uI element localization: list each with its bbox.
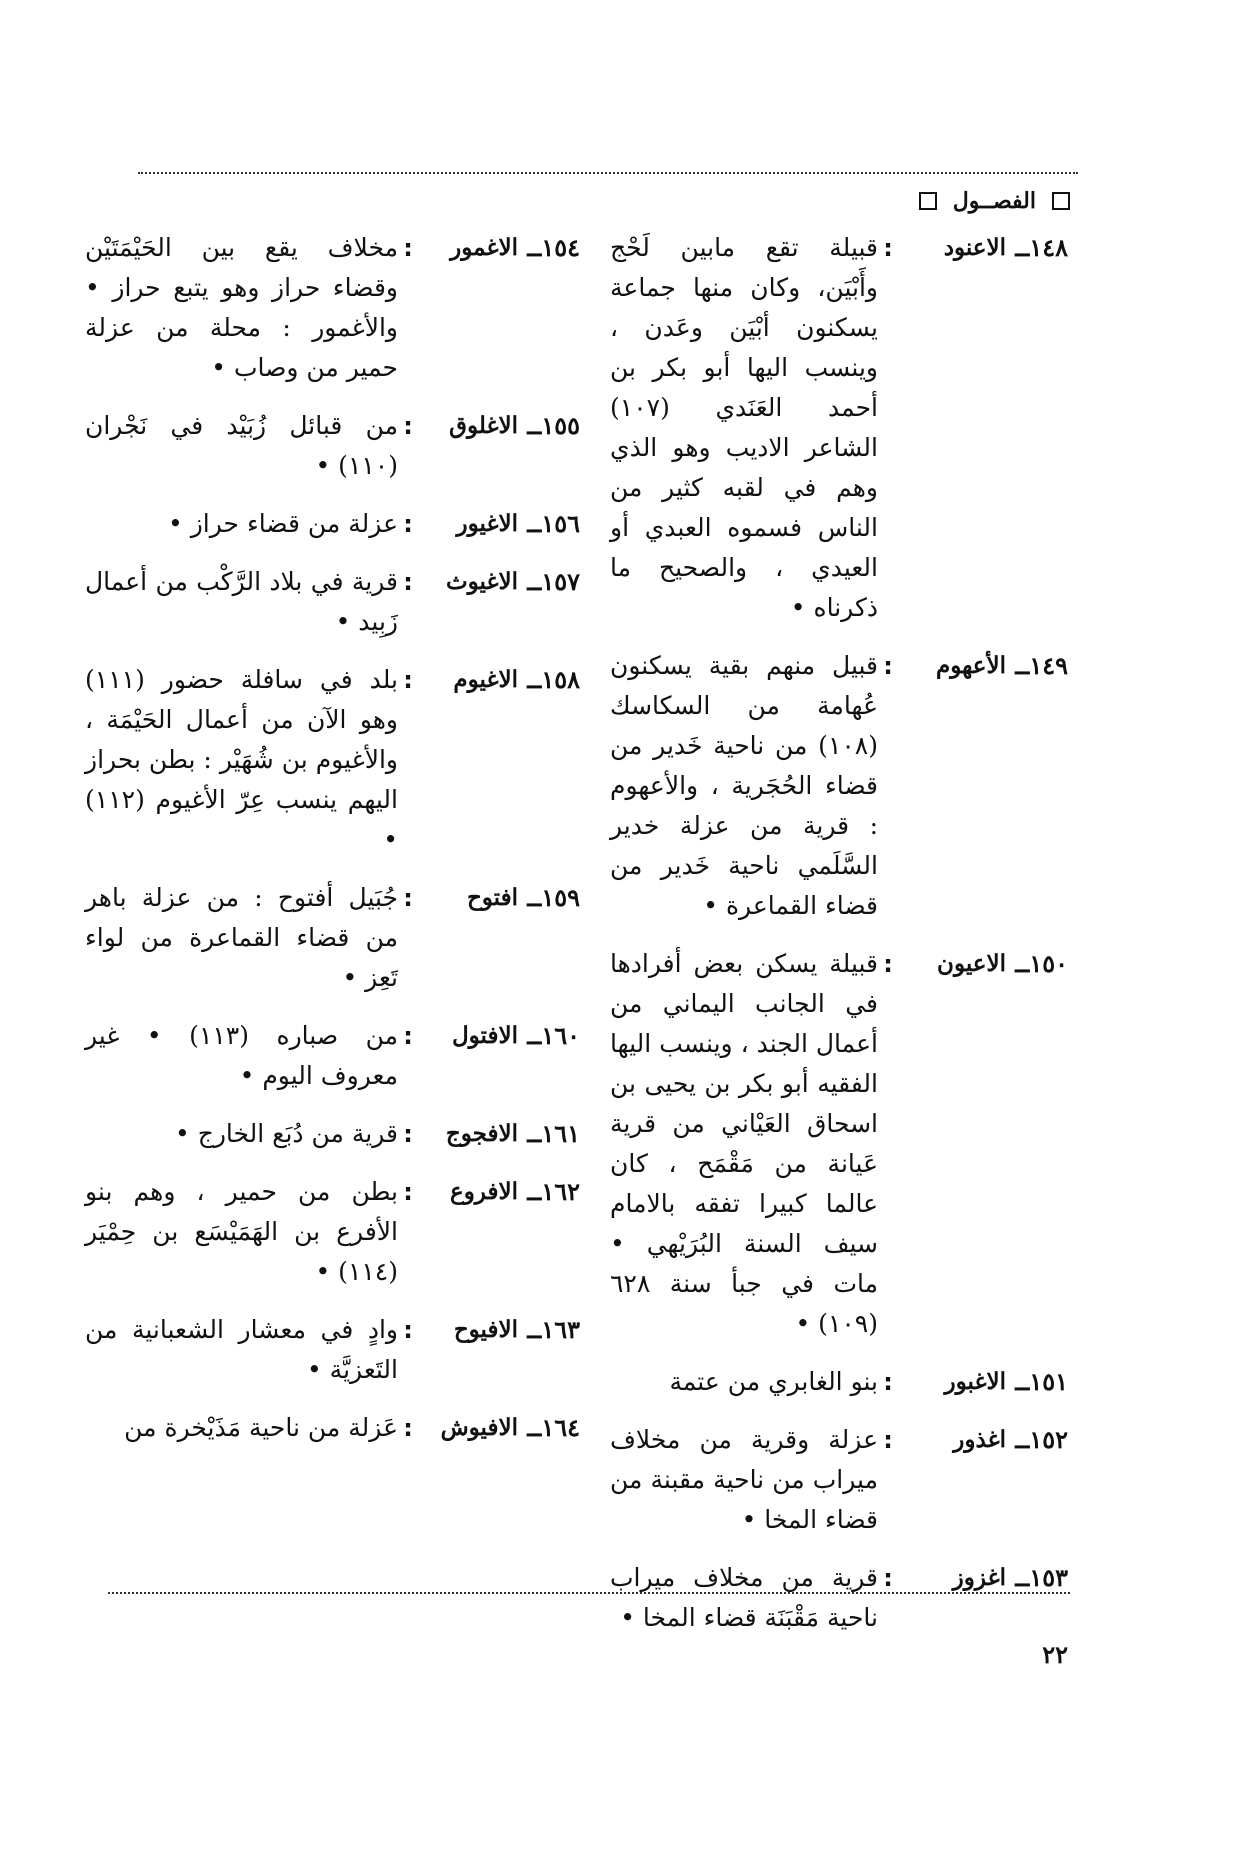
entry-colon: :: [883, 234, 893, 262]
dictionary-entry: [610, 1558, 1068, 1638]
entry-number: ١٥٤ــ: [527, 233, 580, 262]
entry-number: ١٥١ــ: [1015, 1367, 1068, 1396]
entry-definition: مخلاف يقع بين الحَيْمَتَيْن وقضاء حراز وهو يتبع حراز • والأغمور : محلة من عزلة حمير من وصاب •: [85, 233, 398, 382]
dictionary-entry: [85, 1114, 580, 1154]
left-column: [85, 228, 580, 1466]
entry-colon: :: [883, 1426, 893, 1454]
dictionary-entry: [610, 944, 1068, 1344]
entry-term: الافيوش: [440, 1414, 518, 1441]
dictionary-entry: [85, 878, 580, 998]
entry-definition: وادٍ في معشار الشعبانية من التَعزيَّة •: [85, 1315, 398, 1384]
top-dotted-rule: [138, 172, 1078, 174]
entry-term: الاعيون: [937, 950, 1006, 977]
entry-colon: :: [403, 1120, 413, 1148]
entry-definition: قرية في بلاد الرَّكْب من أعمال زَبِيد •: [85, 567, 398, 636]
entry-definition: جُبَيل أفتوح : من عزلة باهر من قضاء القماعرة من لواء تَعِز •: [85, 883, 398, 992]
entry-term: الافجوج: [445, 1120, 518, 1147]
entry-definition: من صباره (١١٣) • غير معروف اليوم •: [85, 1021, 398, 1090]
entry-colon: :: [403, 884, 413, 912]
entry-term: الاغيور: [456, 510, 518, 537]
entry-term: افتوح: [466, 884, 518, 911]
entry-term: الأعهوم: [936, 652, 1006, 679]
entry-number: ١٦١ــ: [527, 1119, 580, 1148]
entry-term: الاغيوم: [453, 666, 518, 693]
entry-number: ١٥٣ــ: [1015, 1563, 1068, 1592]
entry-definition: بنو الغابري من عتمة: [669, 1367, 878, 1396]
header-box-left: [919, 192, 937, 210]
entry-definition: قبيل منهم بقية يسكنون عُهامة من السكاسك (١٠٨) من ناحية خَدير من قضاء الحُجَرية ، والأعهوم : قرية من عزلة خدير السَّلَمي ناحية خَدير من قضاء القماعرة •: [610, 651, 878, 920]
entry-definition: قرية من دُبَع الخارج •: [175, 1119, 398, 1148]
entry-colon: :: [403, 1316, 413, 1344]
entry-definition: عَزلة من ناحية مَذَيْخرة من: [124, 1413, 398, 1442]
entry-colon: :: [403, 1414, 413, 1442]
entry-number: ١٥٩ــ: [527, 883, 580, 912]
entry-term: الافيوح: [453, 1316, 518, 1343]
entry-colon: :: [403, 234, 413, 262]
entry-colon: :: [883, 1368, 893, 1396]
entry-colon: :: [883, 950, 893, 978]
entry-colon: :: [403, 510, 413, 538]
entry-term: الاعنود: [943, 234, 1006, 261]
entry-definition: عزلة وقرية من مخلاف ميراب من ناحية مقبنة من قضاء المخا •: [610, 1425, 878, 1534]
entry-number: ١٥٠ــ: [1015, 949, 1068, 978]
dictionary-entry: [85, 1408, 580, 1448]
entry-colon: :: [403, 666, 413, 694]
dictionary-entry: [85, 660, 580, 860]
entry-term: اغزوز: [952, 1564, 1006, 1591]
entry-term: اغذور: [953, 1426, 1006, 1453]
dictionary-entry: [85, 1310, 580, 1390]
entry-definition: بطن من حمير ، وهم بنو الأفرع بن الهَمَيْسَع بن حِمْيَر (١١٤) •: [85, 1177, 398, 1286]
dictionary-entry: [85, 1172, 580, 1292]
entry-number: ١٥٢ــ: [1015, 1425, 1068, 1454]
dictionary-entry: [85, 1016, 580, 1096]
header-box-right: [1052, 192, 1070, 210]
entry-colon: :: [403, 1178, 413, 1206]
entry-term: الافتول: [451, 1022, 518, 1049]
entry-colon: :: [883, 652, 893, 680]
entry-number: ١٥٧ــ: [527, 567, 580, 596]
entry-term: الاغمور: [450, 234, 518, 261]
entry-number: ١٦٠ــ: [527, 1021, 580, 1050]
entry-term: الاغبور: [944, 1368, 1006, 1395]
page-header: [919, 188, 1070, 214]
entry-colon: :: [403, 568, 413, 596]
entry-definition: بلد في سافلة حضور (١١١) وهو الآن من أعمال الحَيْمَة ، والأغيوم بن شُهَيْر : بطن بحراز اليهم ينسب عِرّ الأغيوم (١١٢) •: [85, 665, 398, 854]
dictionary-entry: [610, 1420, 1068, 1540]
bottom-dotted-rule: [108, 1592, 1070, 1594]
entry-term: الاغيوث: [445, 568, 518, 595]
dictionary-entry: [85, 228, 580, 388]
dictionary-entry: [610, 646, 1068, 926]
dictionary-entry: [85, 504, 580, 544]
right-column: [610, 228, 1068, 1656]
entry-definition: قبيلة تقع مابين لَحْج وأَبْيَن، وكان منها جماعة يسكنون أبْيَن وعَدن ، وينسب اليها أبو بكر بن أحمد العَنَدي (١٠٧) الشاعر الاديب وهو الذي وهم في لقبه كثير من الناس فسموه العبدي أو العيدي ، والصحيح ما ذكرناه •: [610, 233, 878, 622]
entry-definition: عزلة من قضاء حراز •: [168, 509, 398, 538]
entry-number: ١٥٦ــ: [527, 509, 580, 538]
entry-term: الافروع: [449, 1178, 518, 1205]
header-title: الفصــول: [952, 188, 1036, 214]
entry-colon: :: [883, 1564, 893, 1592]
entry-definition: قبيلة يسكن بعض أفرادها في الجانب اليماني من أعمال الجند ، وينسب اليها الفقيه أبو بكر بن يحيى بن اسحاق العَيْاني من قرية عَيانة من مَقْمَح ، كان عالما كبيرا تفقه بالامام سيف السنة البُرَيْهي • مات في جبأ سنة ٦٢٨ (١٠٩) •: [610, 949, 878, 1338]
entry-definition: من قبائل زُبَيْد في نَجْران (١١٠) •: [85, 411, 398, 480]
dictionary-entry: [610, 1362, 1068, 1402]
entry-definition: قرية من مخلاف ميراب ناحية مَقْبَنَة قضاء المخا •: [610, 1563, 878, 1632]
entry-number: ١٦٣ــ: [527, 1315, 580, 1344]
entry-number: ١٤٩ــ: [1015, 651, 1068, 680]
entry-number: ١٤٨ــ: [1015, 233, 1068, 262]
dictionary-entry: [85, 406, 580, 486]
dictionary-entry: [610, 228, 1068, 628]
entry-number: ١٦٢ــ: [527, 1177, 580, 1206]
entry-number: ١٥٥ــ: [527, 411, 580, 440]
entry-colon: :: [403, 412, 413, 440]
entry-term: الاغلوق: [449, 412, 518, 439]
entry-colon: :: [403, 1022, 413, 1050]
dictionary-entry: [85, 562, 580, 642]
entry-number: ١٦٤ــ: [527, 1413, 580, 1442]
entry-number: ١٥٨ــ: [527, 665, 580, 694]
page-number: ٢٢: [1042, 1640, 1068, 1669]
